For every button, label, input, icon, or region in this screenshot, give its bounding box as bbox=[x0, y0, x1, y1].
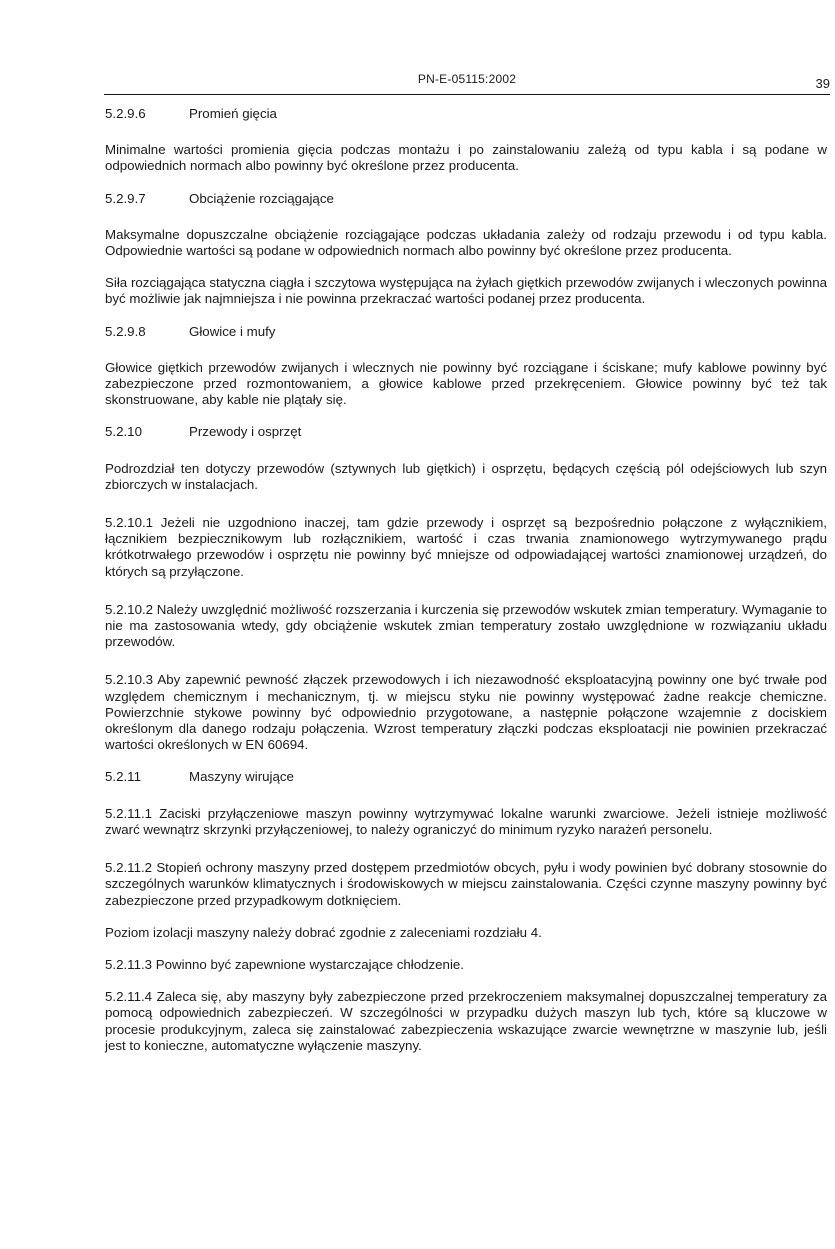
section-number: 5.2.9.7 bbox=[105, 190, 146, 206]
section-number: 5.2.9.6 bbox=[105, 106, 146, 121]
section-number: 5.2.10 bbox=[105, 424, 142, 440]
document-body bbox=[105, 106, 827, 1054]
paragraph: Maksymalne dopuszczalne obciążenie rozciągające podczas układania zależy od rodzaju przewodu i od typu kabla. Odpowiednie wartości są podane w odpowiednich normach albo powinny być określone przez producenta. bbox=[105, 226, 827, 259]
section-title: Głowice i mufy bbox=[189, 323, 276, 339]
section-title: Obciążenie rozciągające bbox=[189, 190, 334, 206]
paragraph: 5.2.11.1 Zaciski przyłączeniowe maszyn powinny wytrzymywać lokalne warunki zwarciowe. Jeżeli istnieje możliwość zwarć wewnątrz skrzynki przyłączeniowej, to należy ograniczyć do minimum ryzyko narażeń personelu. bbox=[105, 805, 827, 837]
page-header bbox=[104, 70, 830, 95]
paragraph: 5.2.11.2 Stopień ochrony maszyny przed dostępem przedmiotów obcych, pyłu i wody powinien być dobrany stosownie do szczególnych warunków klimatycznych i środowiskowych w miejscu zainstalowania. Części czynne maszyny powinny być zabezpieczone przed przypadkowym dotknięciem. bbox=[105, 860, 827, 908]
section-heading bbox=[105, 324, 827, 340]
paragraph: 5.2.10.1 Jeżeli nie uzgodniono inaczej, tam gdzie przewody i osprzęt są bezpośrednio połączone z wyłącznikiem, łącznikiem bezpiecznikowym lub rozłącznikiem, wartość i czas trwania znamionowego wytrzymywanego prądu krótkotrwałego przewodów i osprzętu nie powinny być mniejsze od odpowiadającej wartości znamionowej urządzeń, do których są przyłączone. bbox=[105, 515, 827, 579]
paragraph: Siła rozciągająca statyczna ciągła i szczytowa występująca na żyłach giętkich przewodów zwijanych i wleczonych powinna być możliwie jak najmniejsza i nie powinna przekraczać wartości podanej przez producenta. bbox=[105, 275, 827, 307]
section-heading bbox=[105, 191, 827, 207]
paragraph: Minimalne wartości promienia gięcia podczas montażu i po zainstalowaniu zależą od typu kabla i są podane w odpowiednich normach albo powinny być określone przez producenta. bbox=[105, 142, 827, 174]
paragraph: Poziom izolacji maszyny należy dobrać zgodnie z zaleceniami rozdziału 4. bbox=[105, 924, 542, 940]
paragraph: 5.2.10.3 Aby zapewnić pewność złączek przewodowych i ich niezawodność eksploatacyjną powinny one być trwałe pod względem chemicznym i mechanicznym, tj. w miejscu styku nie powinny występować żadne reakcje chemiczne. Powierzchnie stykowe powinny być odpowiednio przygotowane, a następnie połączone wzajemnie z dociskiem określonym dla danego rodzaju połączenia. Wzrost temperatury złączki podczas eksploatacji nie powinien przekraczać wartości określonych w EN 60694. bbox=[105, 672, 827, 753]
paragraph: 5.2.10.2 Należy uwzględnić możliwość rozszerzania i kurczenia się przewodów wskutek zmian temperatury. Wymaganie to nie ma zastosowania wtedy, gdy obciążenie wskutek zmian temperatury zostało uwzględnione w rozwiązaniu układu przewodów. bbox=[105, 601, 827, 650]
paragraph: Głowice giętkich przewodów zwijanych i wlecznych nie powinny być rozciągane i ściskane; mufy kablowe powinny być zabezpieczone przed rozmontowaniem, a głowice kablowe przed przekręceniem. Głowice powinny być też tak skonstruowane, aby kable nie plątały się. bbox=[105, 359, 827, 408]
section-title: Maszyny wirujące bbox=[189, 769, 294, 785]
section-heading bbox=[105, 106, 827, 122]
page-number: 39 bbox=[815, 76, 830, 91]
section-title: Przewody i osprzęt bbox=[189, 424, 302, 440]
paragraph: Podrozdział ten dotyczy przewodów (sztywnych lub giętkich) i osprzętu, będących częścią pól odejściowych lub szyn zbiorczych w instalacjach. bbox=[105, 460, 827, 492]
standard-designation: PN-E-05115:2002 bbox=[417, 72, 517, 86]
section-number: 5.2.9.8 bbox=[105, 323, 146, 339]
section-title: Promień gięcia bbox=[189, 106, 277, 121]
section-number: 5.2.11 bbox=[105, 769, 141, 785]
paragraph: 5.2.11.3 Powinno być zapewnione wystarczające chłodzenie. bbox=[105, 956, 464, 972]
section-heading bbox=[105, 769, 827, 785]
section-heading bbox=[105, 424, 827, 440]
paragraph: 5.2.11.4 Zaleca się, aby maszyny były zabezpieczone przed przekroczeniem maksymalnej dopuszczalnej temperatury za pomocą odpowiednich zabezpieczeń. W szczególności w przypadku dużych maszyn lub tych, które są kluczowe w procesie produkcyjnym, zaleca się zainstalować zabezpieczenia wskazujące zwarcie wewnętrzne w maszynie lub, jeśli jest to konieczne, automatyczne wyłączenie maszyny. bbox=[105, 989, 827, 1053]
